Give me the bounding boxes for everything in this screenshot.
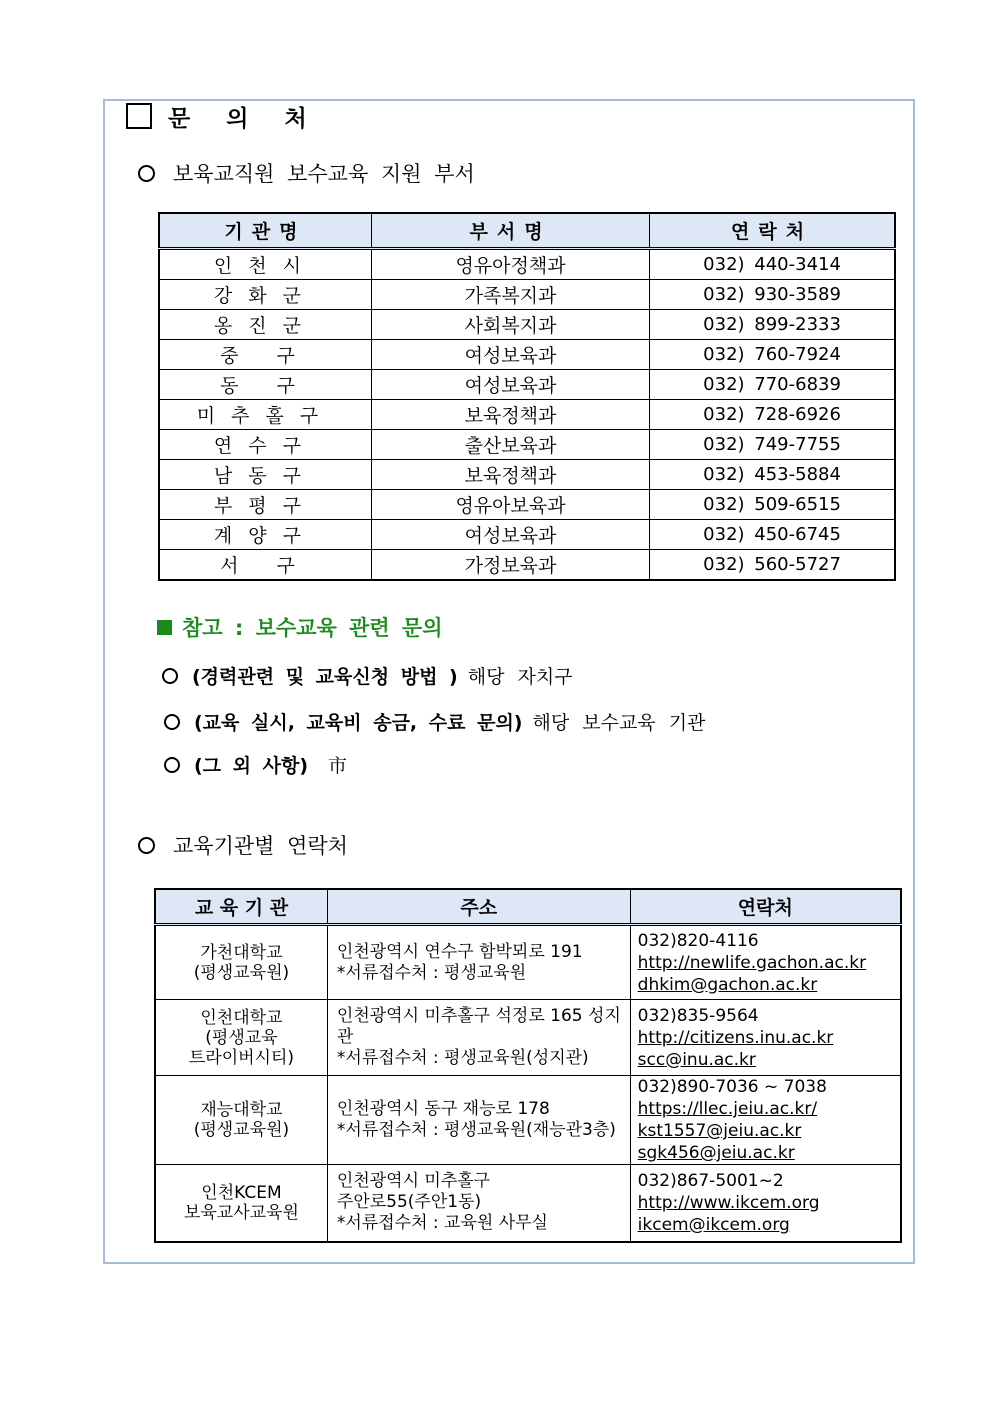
dept-cell: 보육정책과 [371, 460, 649, 490]
table-row [159, 490, 895, 520]
header-address: 주소 [327, 889, 630, 925]
org-cell: 옹진군 [159, 310, 371, 340]
addr-line: *서류접수처 : 교육원 사무실 [336, 1213, 548, 1234]
table-row [159, 310, 895, 340]
org-cell: 인천시 [159, 249, 371, 280]
table-row [155, 925, 901, 1000]
note-item-contact: 해당 자치구 [467, 666, 573, 688]
note-title [157, 612, 443, 642]
section1-title [138, 158, 475, 188]
website-link[interactable]: https://llec.jeiu.ac.kr/ [637, 1099, 818, 1119]
dept-cell: 여성보육과 [371, 340, 649, 370]
note-item-contact: 市 [328, 755, 348, 777]
website-link[interactable]: http://newlife.gachon.ac.kr [637, 952, 867, 973]
email-link[interactable]: dhkim@gachon.ac.kr [637, 974, 818, 995]
contact-cell [630, 925, 901, 1000]
inst-line: 인천KCEM [201, 1182, 282, 1203]
addr-line: *서류접수처 : 평생교육원 [336, 962, 527, 983]
department-table [158, 212, 896, 581]
circle-bullet-icon [164, 757, 180, 773]
org-cell: 서 구 [159, 550, 371, 581]
table-row [159, 430, 895, 460]
note-item [162, 662, 573, 689]
header-dept: 부서명 [371, 213, 649, 249]
website-link[interactable]: http://citizens.inu.ac.kr [637, 1027, 834, 1048]
section2-title-text: 교육기관별 연락처 [173, 834, 348, 858]
dept-cell: 출산보육과 [371, 430, 649, 460]
email-link[interactable]: kst1557@jeiu.ac.kr [637, 1121, 802, 1141]
phone-cell: 032) 760-7924 [650, 340, 895, 370]
org-cell: 미추홀구 [159, 400, 371, 430]
heading-text: 문 의 처 [168, 105, 321, 132]
phone-cell: 032) 450-6745 [650, 520, 895, 550]
section2-title [138, 830, 348, 860]
table-row [159, 520, 895, 550]
table-row [159, 249, 895, 280]
addr-line: 인천광역시 미추홀구 석정로 165 성지관 [336, 1006, 621, 1047]
institution-cell [155, 1076, 327, 1165]
contact-line: 032)835-9564 [637, 1005, 759, 1026]
dept-cell: 여성보육과 [371, 370, 649, 400]
address-cell [327, 1076, 630, 1165]
contact-cell [630, 1000, 901, 1076]
institution-cell [155, 1165, 327, 1242]
dept-cell: 가정보육과 [371, 550, 649, 581]
table-header-row [155, 889, 901, 925]
header-contact: 연락처 [650, 213, 895, 249]
address-cell [327, 1165, 630, 1242]
institution-cell [155, 1000, 327, 1076]
email-link[interactable]: sgk456@jeiu.ac.kr [637, 1143, 795, 1163]
contact-line: 032)820-4116 [637, 930, 759, 951]
institution-cell [155, 925, 327, 1000]
inst-line: 인천대학교 [200, 1007, 283, 1028]
circle-bullet-icon [162, 668, 178, 684]
checkbox-square-icon [126, 103, 152, 129]
table-row [159, 400, 895, 430]
phone-cell: 032) 560-5727 [650, 550, 895, 581]
contact-line: 032)890-7036 ~ 7038 [637, 1077, 827, 1097]
phone-cell: 032) 749-7755 [650, 430, 895, 460]
dept-cell: 사회복지과 [371, 310, 649, 340]
note-item [164, 708, 705, 735]
inst-line: (평생교육원) [193, 962, 290, 983]
phone-cell: 032) 509-6515 [650, 490, 895, 520]
contact-cell [630, 1076, 901, 1165]
dept-cell: 영유아정책과 [371, 249, 649, 280]
dept-cell: 가족복지과 [371, 280, 649, 310]
inst-line: (평생교육 [205, 1027, 278, 1048]
website-link[interactable]: http://www.ikcem.org [637, 1192, 820, 1213]
org-cell: 강화군 [159, 280, 371, 310]
org-cell: 연수구 [159, 430, 371, 460]
contact-line: 032)867-5001~2 [637, 1170, 784, 1191]
note-item [164, 751, 347, 778]
phone-cell: 032) 930-3589 [650, 280, 895, 310]
table-row [155, 1076, 901, 1165]
inst-line: 보육교사교육원 [183, 1202, 299, 1223]
addr-line: 주안로55(주안1동) [336, 1192, 482, 1213]
phone-cell: 032) 728-6926 [650, 400, 895, 430]
phone-cell: 032) 899-2333 [650, 310, 895, 340]
inst-line: (평생교육원) [193, 1120, 290, 1140]
org-cell: 계양구 [159, 520, 371, 550]
email-link[interactable]: scc@inu.ac.kr [637, 1049, 756, 1070]
table-header-row [159, 213, 895, 249]
note-item-topic: (그 외 사항) [194, 755, 309, 777]
phone-cell: 032) 770-6839 [650, 370, 895, 400]
header-org: 기관명 [159, 213, 371, 249]
addr-line: 인천광역시 미추홀구 [336, 1171, 491, 1192]
email-link[interactable]: ikcem@ikcem.org [637, 1214, 790, 1235]
circle-bullet-icon [138, 837, 155, 854]
org-cell: 부평구 [159, 490, 371, 520]
org-cell: 남동구 [159, 460, 371, 490]
section1-title-text: 보육교직원 보수교육 지원 부서 [173, 162, 475, 186]
note-item-topic: (경력관련 및 교육신청 방법 ) [192, 666, 458, 688]
note-item-contact: 해당 보수교육 기관 [532, 712, 706, 734]
inst-line: 재능대학교 [200, 1100, 283, 1120]
address-cell [327, 925, 630, 1000]
phone-cell: 032) 453-5884 [650, 460, 895, 490]
note-item-topic: (교육 실시, 교육비 송금, 수료 문의) [194, 712, 523, 734]
table-row [155, 1000, 901, 1076]
addr-line: *서류접수처 : 평생교육원(성지관) [336, 1048, 589, 1068]
addr-line: 인천광역시 연수구 함박뫼로 191 [336, 941, 583, 962]
org-cell: 동 구 [159, 370, 371, 400]
inst-line: 가천대학교 [200, 942, 283, 963]
contact-cell [630, 1165, 901, 1242]
circle-bullet-icon [138, 165, 155, 182]
inst-line: 트라이버시티) [188, 1047, 295, 1068]
table-row [159, 370, 895, 400]
header-institution: 교 육 기 관 [155, 889, 327, 925]
dept-cell: 영유아보육과 [371, 490, 649, 520]
table-row [159, 340, 895, 370]
address-cell [327, 1000, 630, 1076]
dept-cell: 여성보육과 [371, 520, 649, 550]
page-heading [126, 100, 321, 132]
square-bullet-icon [157, 620, 172, 635]
table-row [155, 1165, 901, 1242]
addr-line: 인천광역시 동구 재능로 178 [336, 1099, 550, 1119]
phone-cell: 032) 440-3414 [650, 249, 895, 280]
circle-bullet-icon [164, 714, 180, 730]
addr-line: *서류접수처 : 평생교육원(재능관3층) [336, 1120, 616, 1140]
institution-table [154, 888, 902, 1243]
table-row [159, 550, 895, 581]
table-row [159, 460, 895, 490]
header-contact: 연락처 [630, 889, 901, 925]
org-cell: 중 구 [159, 340, 371, 370]
note-title-text: 참고 : 보수교육 관련 문의 [182, 616, 443, 640]
table-row [159, 280, 895, 310]
dept-cell: 보육정책과 [371, 400, 649, 430]
